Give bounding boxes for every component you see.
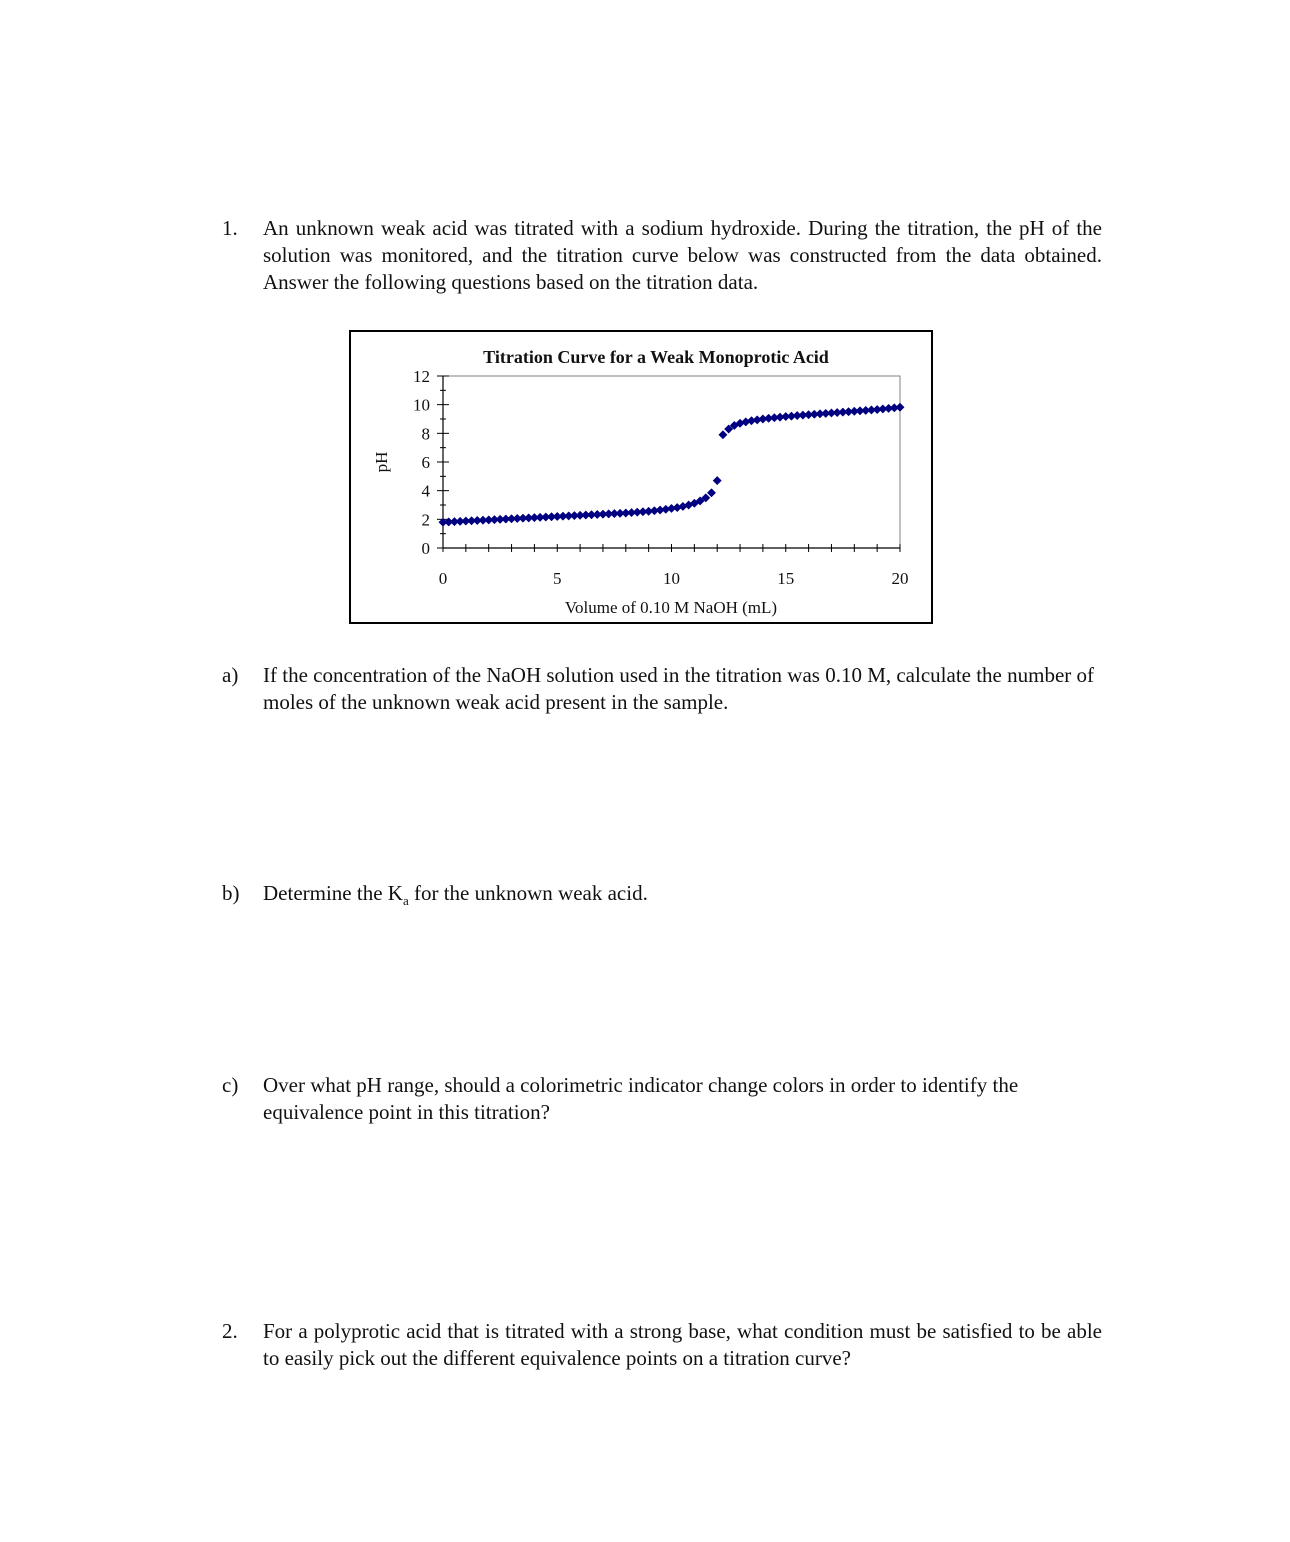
y-tick-label: 6 (421, 453, 430, 472)
y-tick-label: 10 (413, 395, 430, 415)
question-2-number: 2. (222, 1319, 238, 1343)
part-c-text: Over what pH range, should a colorimetric indicator change colors in order to identify the equivalence point in this titration? (263, 1073, 1019, 1124)
part-b (222, 880, 1102, 914)
x-tick-label: 15 (777, 569, 795, 588)
x-tick-label: 20 (891, 569, 909, 588)
y-tick-label: 12 (413, 367, 430, 386)
part-b-text (263, 880, 1102, 914)
part-b-text-before: Determine the K (263, 881, 403, 905)
chart-title: Titration Curve for a Weak Monoprotic Acid (483, 347, 829, 367)
titration-chart (349, 330, 933, 624)
x-tick-label: 5 (553, 569, 562, 588)
part-c-label: c) (222, 1073, 239, 1097)
question-2-text: For a polyprotic acid that is titrated with a strong base, what condition must be satisfied to be able to easily pick out the different equivalence points on a titration curve? (263, 1319, 1102, 1370)
part-a-text: If the concentration of the NaOH solution used in the titration was 0.10 M, calculate the number of moles of the unknown weak acid present in the sample. (263, 663, 1095, 714)
question-1-number: 1. (222, 216, 238, 240)
chart-svg (351, 332, 931, 622)
part-b-label: b) (222, 881, 240, 905)
x-tick-label: 10 (663, 569, 680, 588)
data-point (719, 431, 727, 439)
x-tick-label: 0 (438, 569, 448, 588)
ka-subscript: a (402, 893, 409, 909)
data-point (713, 476, 721, 484)
data-point (707, 489, 715, 497)
x-axis-label: Volume of 0.10 M NaOH (mL) (564, 598, 778, 617)
data-point (896, 403, 904, 411)
y-axis-label: pH (372, 451, 391, 473)
question-1 (222, 215, 1102, 296)
part-c (222, 1072, 1102, 1126)
y-tick-label: 0 (421, 539, 430, 558)
part-b-text-after: for the unknown weak acid. (408, 881, 648, 905)
y-tick-label: 8 (421, 424, 430, 444)
y-tick-label: 2 (421, 510, 430, 530)
part-a (222, 662, 1102, 716)
part-a-label: a) (222, 663, 239, 687)
y-tick-label: 4 (421, 481, 430, 501)
question-2 (222, 1318, 1102, 1372)
question-1-text: An unknown weak acid was titrated with a sodium hydroxide. During the titration, the pH of the solution was monitored, and the titration curve below was constructed from the data obtained. Answer the following questions based on the titration data. (263, 216, 1102, 294)
